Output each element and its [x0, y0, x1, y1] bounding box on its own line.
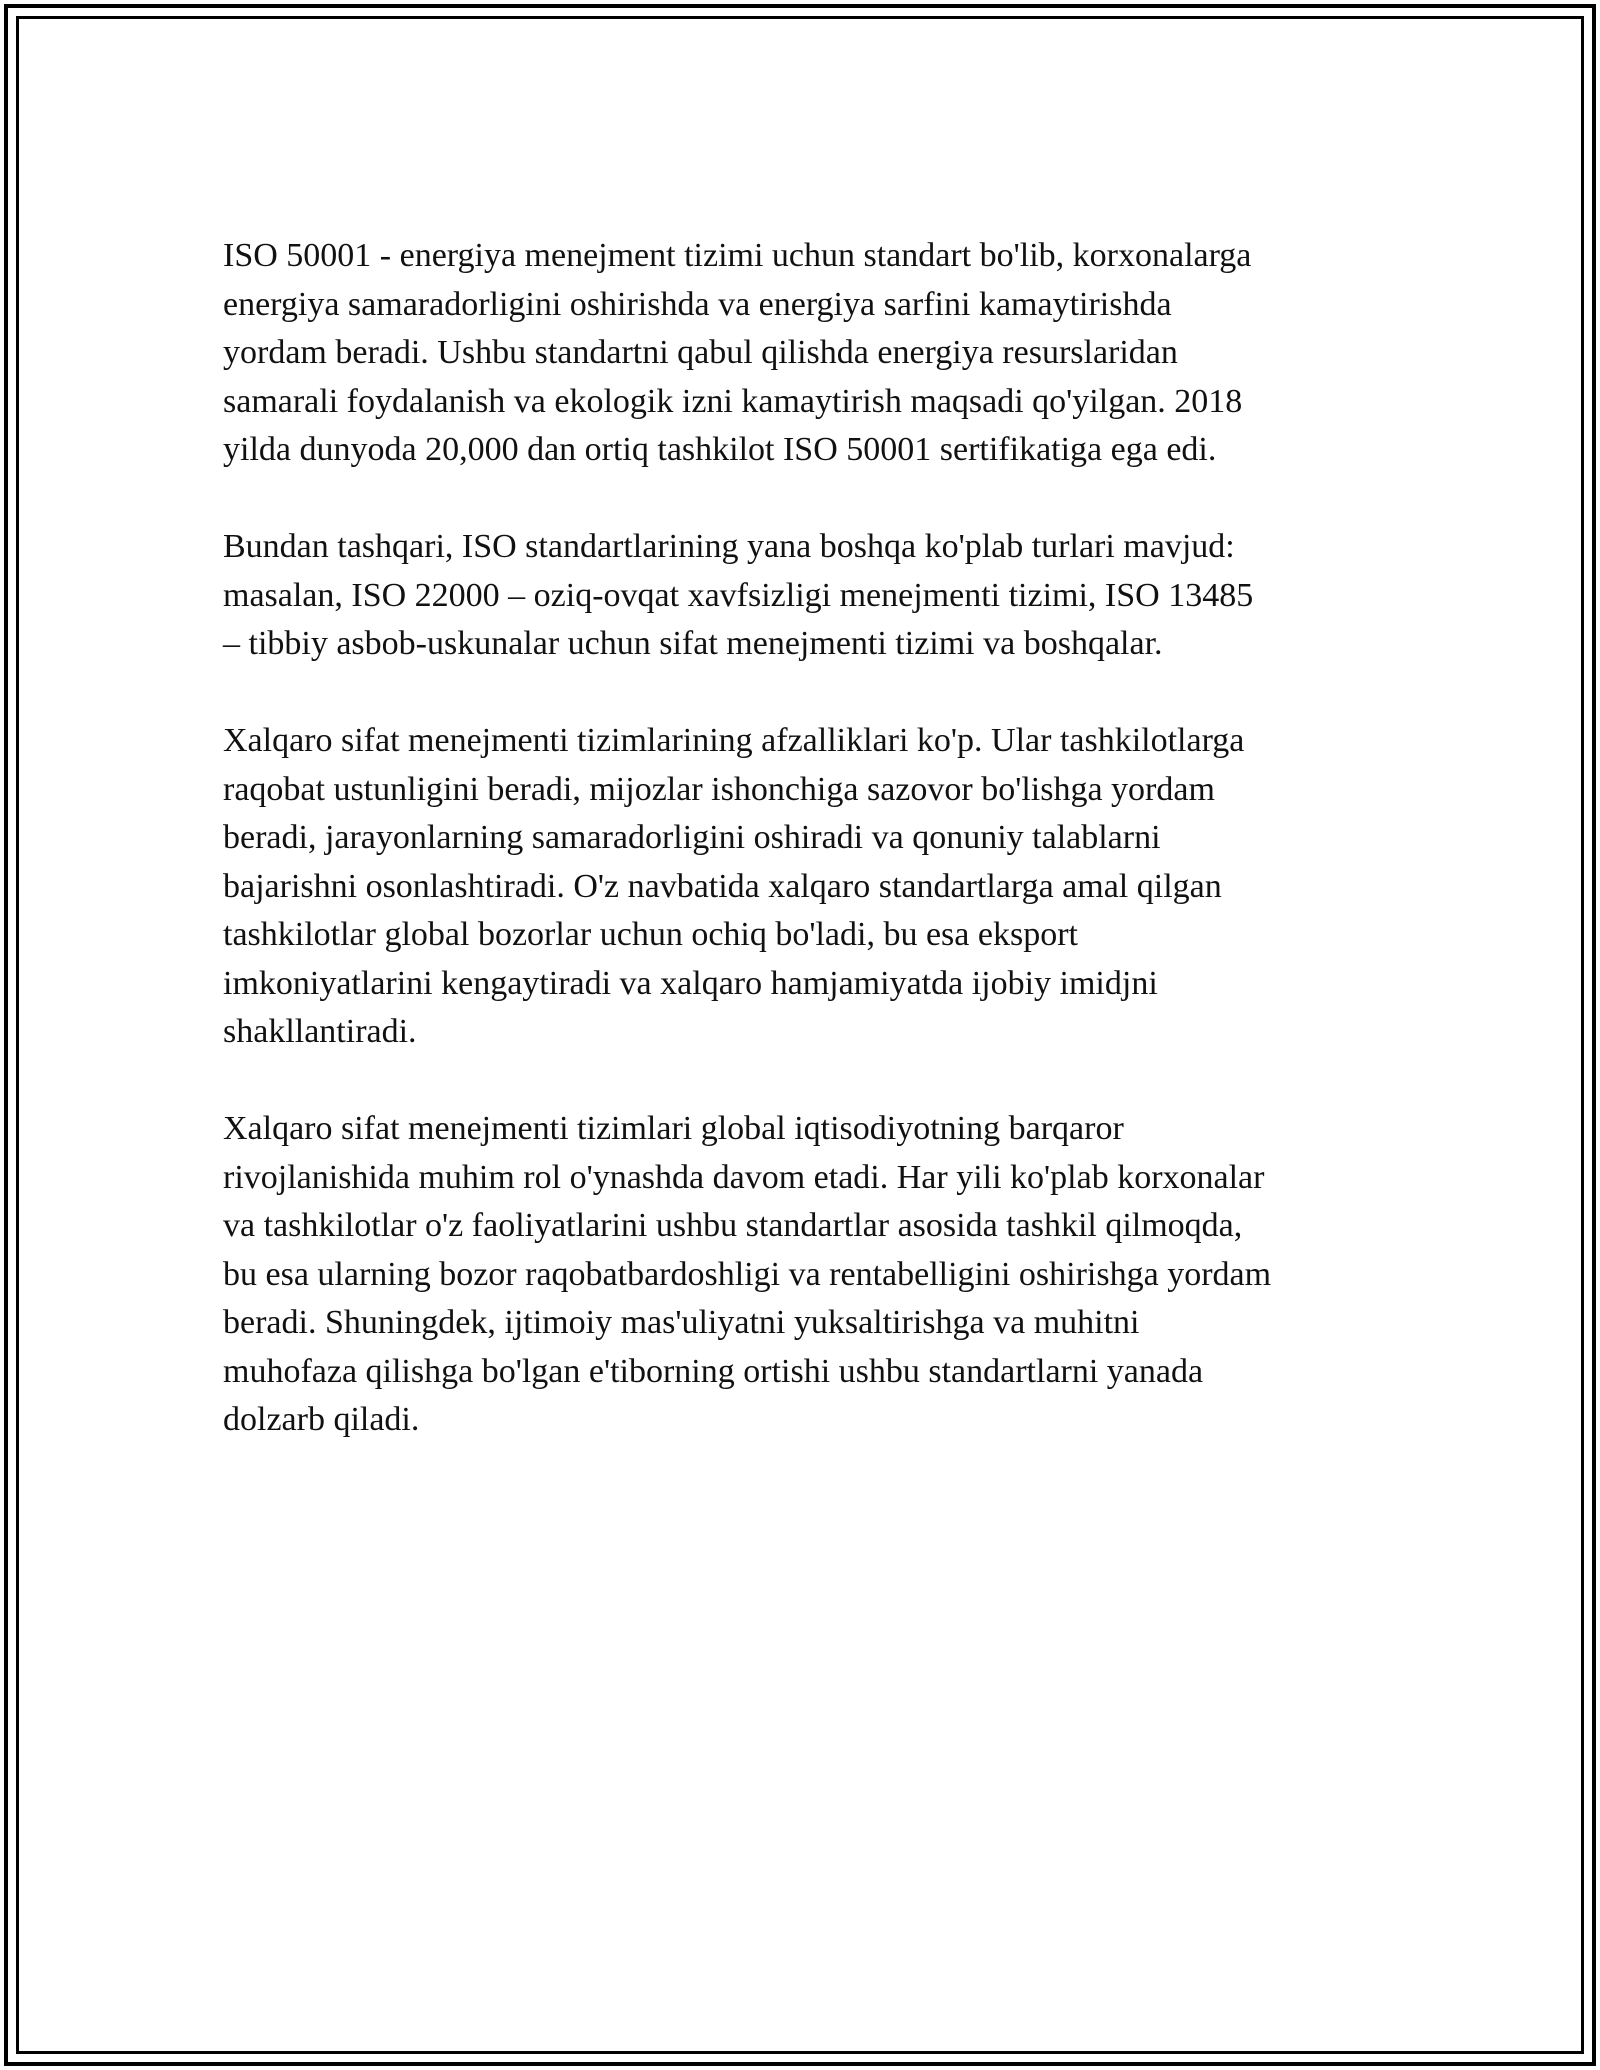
paragraph-iso-50001: ISO 50001 - energiya menejment tizimi uchun standart bo'lib, korxonalarga energiya samaradorligini oshirishda va energiya sarfini kamaytirishda yordam beradi. Ushbu standartni qabul qilishda energiya resurslaridan samarali foydalanish va ekologik izni kamaytirish maqsadi qo'yilgan. 2018 yilda dunyoda 20,000 dan ortiq tashkilot ISO 50001 sertifikatiga ega edi. — [223, 237, 1252, 468]
document-body — [223, 232, 1393, 1493]
paragraph-advantages: Xalqaro sifat menejmenti tizimlarining afzalliklari ko'p. Ular tashkilotlarga raqobat ustunligini beradi, mijozlar ishonchiga sazovor bo'lishga yordam beradi, jarayonlarning samaradorligini oshiradi va qonuniy talablarni bajarishni osonlashtiradi. O'z navbatida xalqaro standartlarga amal qilgan tashkilotlar global bozorlar uchun ochiq bo'ladi, bu esa eksport imkoniyatlarini kengaytiradi va xalqaro hamjamiyatda ijobiy imidjni shakllantiradi. — [223, 722, 1245, 1050]
paragraph-other-iso-standards: Bundan tashqari, ISO standartlarining yana boshqa ko'plab turlari mavjud: masalan, ISO 22000 – oziq-ovqat xavfsizligi menejmenti tizimi, ISO 13485 – tibbiy asbob-uskunalar uchun sifat menejmenti tizimi va boshqalar. — [223, 528, 1254, 662]
paragraph-global-economy: Xalqaro sifat menejmenti tizimlari global iqtisodiyotning barqaror rivojlanishida muhim rol o'ynashda davom etadi. Har yili ko'plab korxonalar va tashkilotlar o'z faoliyatlarini ushbu standartlar asosida tashkil qilmoqda, bu esa ularning bozor raqobatbardoshligi va rentabelligini oshirishga yordam beradi. Shuningdek, ijtimoiy mas'uliyatni yuksaltirishga va muhitni muhofaza qilishga bo'lgan e'tiborning ortishi ushbu standartlarni yanada dolzarb qiladi. — [223, 1110, 1272, 1438]
